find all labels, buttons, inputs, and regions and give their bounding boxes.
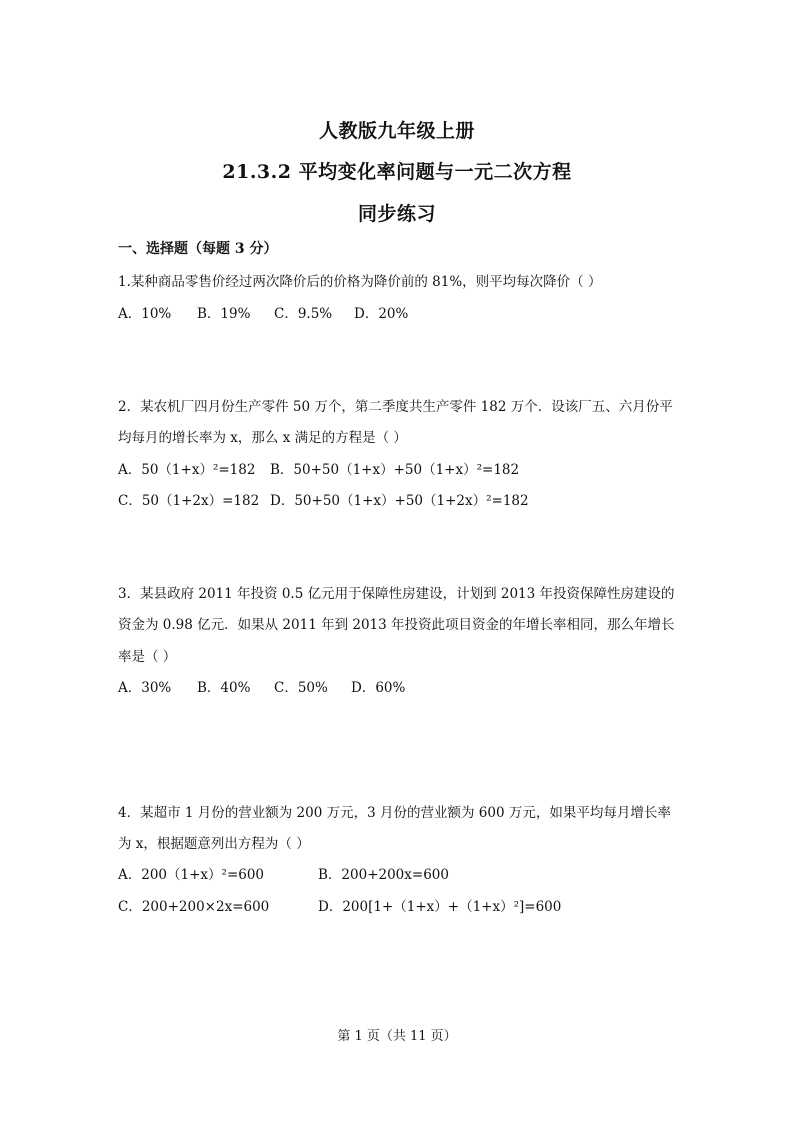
question-3-option-c: C．50%	[274, 680, 328, 696]
question-4-option-a: A．200（1+x）²=600	[118, 867, 265, 883]
question-1-text: 1.某种商品零售价经过两次降价后的价格为降价前的 81%，则平均每次降价（ ）	[118, 274, 602, 290]
question-3-text-line-3: 率是（ ）	[118, 649, 177, 665]
document-title: 人教版九年级上册	[318, 120, 475, 142]
question-1-option-d: D．20%	[354, 306, 409, 322]
question-2-option-c: C．50（1+2x）=182	[118, 493, 260, 509]
question-1-option-c: C．9.5%	[274, 306, 333, 322]
question-4-text-line-1: 4．某超市 1 月份的营业额为 200 万元，3 月份的营业额为 600 万元，如果平均每月增长率	[118, 805, 671, 821]
question-3-text-line-2: 资金为 0.98 亿元．如果从 2011 年到 2013 年投资此项目资金的年增长率相同，那么年增长	[118, 617, 675, 633]
question-1-option-b: B．19%	[197, 306, 251, 322]
question-4-option-d: D．200[1+（1+x）+（1+x）²]=600	[318, 899, 562, 915]
question-2-option-b: B．50+50（1+x）+50（1+x）²=182	[270, 462, 520, 478]
question-2-text-line-1: 2．某农机厂四月份生产零件 50 万个，第二季度共生产零件 182 万个．设该厂五、六月份平	[118, 399, 673, 415]
lesson-subtitle: 同步练习	[357, 203, 436, 225]
question-3-option-d: D．60%	[351, 680, 406, 696]
question-2-option-d: D．50+50（1+x）+50（1+2x）²=182	[270, 493, 529, 509]
question-3-text-line-1: 3．某县政府 2011 年投资 0.5 亿元用于保障性房建设，计划到 2013 年投资保障性房建设的	[118, 586, 675, 602]
question-4-option-b: B．200+200x=600	[318, 867, 449, 883]
question-3-option-b: B．40%	[197, 680, 251, 696]
question-2-text-line-2: 均每月的增长率为 x，那么 x 满足的方程是（ ）	[118, 430, 407, 446]
section-heading: 一、选择题（每题 3 分）	[118, 241, 278, 257]
lesson-title: 21.3.2 平均变化率问题与一元二次方程	[222, 161, 572, 183]
question-1-option-a: A．10%	[118, 306, 172, 322]
page-footer: 第 1 页（共 11 页）	[337, 1029, 457, 1044]
question-2-option-a: A．50（1+x）²=182	[118, 462, 256, 478]
question-4-option-c: C．200+200×2x=600	[118, 899, 270, 915]
question-3-option-a: A．30%	[118, 680, 172, 696]
question-4-text-line-2: 为 x，根据题意列出方程为（ ）	[118, 836, 310, 852]
